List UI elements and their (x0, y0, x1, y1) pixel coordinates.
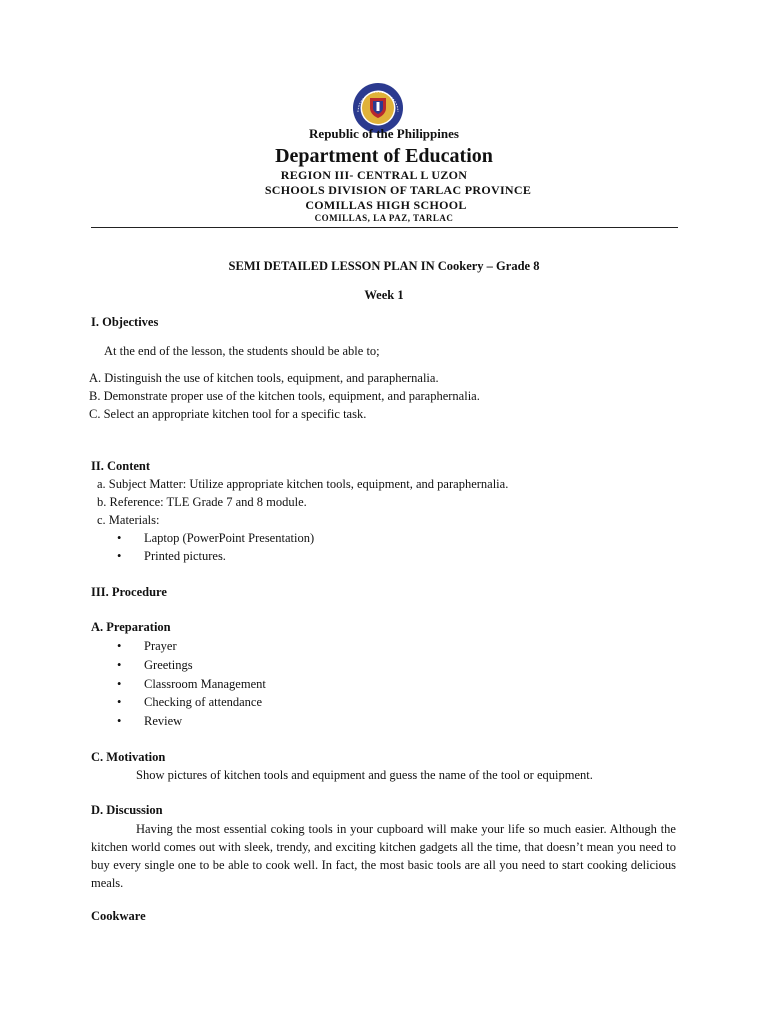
cookware-heading: Cookware (91, 909, 146, 923)
list-item: • Printed pictures. (117, 549, 226, 563)
procedure-heading: III. Procedure (91, 585, 167, 599)
objectives-intro: At the end of the lesson, the students should be able to; (104, 344, 380, 358)
bullet-icon: • (117, 695, 122, 709)
bullet-icon: • (117, 677, 122, 691)
list-item: • Review (117, 714, 183, 728)
list-item: • Checking of attendance (117, 695, 263, 709)
division-line: SCHOOLS DIVISION OF TARLAC PROVINCE (264, 183, 532, 197)
preparation-heading: A. Preparation (91, 620, 171, 634)
list-item: • Prayer (117, 639, 177, 653)
week-label: Week 1 (364, 288, 404, 302)
objective-item: C. Select an appropriate kitchen tool for a specific task. (89, 407, 367, 421)
list-item: • Laptop (PowerPoint Presentation) (117, 531, 315, 545)
department-name: Department of Education (275, 145, 493, 167)
objective-item: B. Demonstrate proper use of the kitchen tools, equipment, and paraphernalia. (89, 389, 480, 403)
discussion-paragraph: Having the most essential coking tools in your cupboard will make your life so much easier. Although the kitchen world comes out with sleek, trendy, and exciting kitchen gadgets all the time, that doesn’t mean you need to buy every single one to be able to cook well. In fact, the most basic tools are all you need to start cooking delicious meals. (91, 822, 676, 890)
lesson-plan-title: SEMI DETAILED LESSON PLAN IN Cookery – Grade 8 (228, 259, 540, 273)
list-item: • Classroom Management (117, 677, 266, 691)
school-name: COMILLAS HIGH SCHOOL (305, 198, 467, 212)
discussion-heading: D. Discussion (91, 803, 163, 817)
content-heading: II. Content (91, 459, 151, 473)
school-address: COMILLAS, LA PAZ, TARLAC (314, 213, 454, 223)
bullet-icon: • (117, 639, 122, 653)
motivation-text: Show pictures of kitchen tools and equipment and guess the name of the tool or equipment. (136, 768, 593, 782)
header-divider (91, 227, 678, 228)
materials-label: c. Materials: (97, 513, 160, 527)
region-line: REGION III- CENTRAL L UZON (280, 168, 468, 182)
bullet-icon: • (117, 658, 122, 672)
subject-matter: a. Subject Matter: Utilize appropriate kitchen tools, equipment, and paraphernalia. (97, 477, 509, 491)
motivation-heading: C. Motivation (91, 750, 166, 764)
republic-line: Republic of the Philippines (309, 126, 459, 141)
bullet-icon: • (117, 549, 122, 563)
objective-item: A. Distinguish the use of kitchen tools, equipment, and paraphernalia. (89, 371, 439, 385)
bullet-icon: • (117, 531, 122, 545)
list-item: • Greetings (117, 658, 193, 672)
objectives-heading: I. Objectives (91, 315, 159, 329)
bullet-icon: • (117, 714, 122, 728)
reference-line: b. Reference: TLE Grade 7 and 8 module. (97, 495, 307, 509)
